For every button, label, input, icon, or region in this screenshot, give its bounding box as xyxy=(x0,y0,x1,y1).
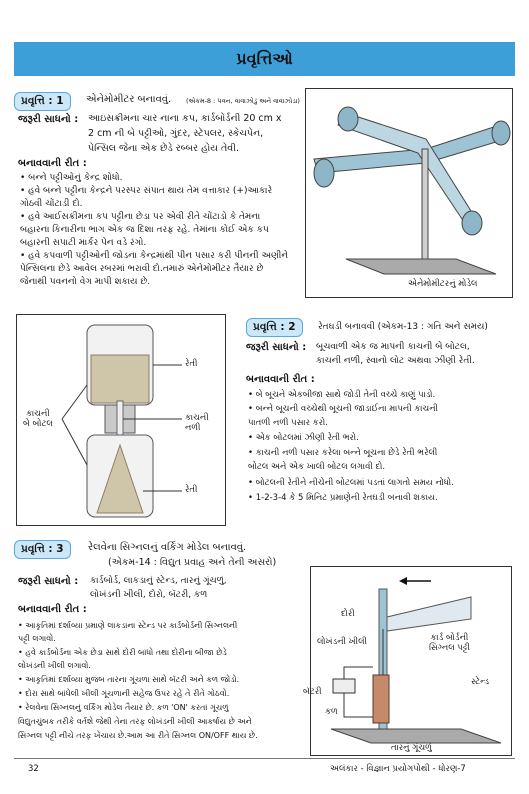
activity1-materials-1: આઇસક્રીમના ચાર નાના કપ, કાર્ડબોર્ડની 20 cm x xyxy=(88,113,282,124)
activity2-method-label: બનાવવાની રીત : xyxy=(246,374,315,385)
label-coil: તારનું ગૂંચળું xyxy=(391,743,432,753)
activity1-subtitle: (એકમ-8 : પવન, વાવાઝોડું અને વાવાઝોડા) xyxy=(186,97,300,105)
activity1-step: • બન્ને પટ્ટીઓનું કેન્દ્ર શોધો. xyxy=(20,173,123,183)
activity1-step: જેનાથી પવનનો વેગ માપી શકાય છે. xyxy=(20,277,151,287)
activity3-step: લોખંડની ખીલી લગાવો. xyxy=(18,661,91,670)
activity1-materials-3: પેન્સિલ જેના એક છેડે રબ્બર હોય તેવી. xyxy=(88,143,239,154)
book-title: અલંકાર - વિજ્ઞાન પ્રયોગપોથી - ધોરણ-7 xyxy=(330,764,466,774)
activity2-badge: પ્રવૃત્તિ : 2 xyxy=(246,318,303,337)
activity3-step: • દોરા સાથે બાંધેલી ખીલી ગૂંચળાની સહેજ ઉપર રહે તે રીતે ગોઠવો. xyxy=(18,689,230,698)
anemometer-illustration xyxy=(306,89,512,297)
activity2-materials-label: જરૂરી સાધનો : xyxy=(246,342,307,353)
activity3-materials-label: જરૂરી સાધનો : xyxy=(18,576,79,587)
activity2-step: • 1-2-3-4 કે 5 મિનિટ પ્રમાણેની રેતઘડી બનાવી શકાય. xyxy=(248,493,438,503)
activity1-step: • હવે બન્ને પટ્ટીના કેન્દ્રને પરસ્પર સંપાત થાય તેમ વત્તાકાર (+)આકારે xyxy=(20,186,273,196)
label-stand: સ્ટેન્ડ xyxy=(471,677,490,687)
activity3-badge: પ્રવૃત્તિ : 3 xyxy=(14,540,71,559)
activity3-materials-2: લોખંડની ખીલી, દોરો, બૅટરી, કળ xyxy=(90,590,208,600)
footer-rule xyxy=(14,758,515,759)
activity2-materials-2: કાચની નળી, સ્વાનો લોટ અથવા ઝીણી રેતી. xyxy=(316,356,475,366)
activity3-step: • રેલવેના સિગ્નલનું વર્કિંગ મોડેલ તૈયાર છે. કળ 'ON' કરતાં ગૂંચળું xyxy=(18,703,229,712)
activity1-step: પેન્સિલના છેડે આવેલ રબરમાં ભરાવી દો.તમારું એનેમોમીટર તૈયાર છે xyxy=(20,264,264,274)
activity3-step: • આકૃતિમાં દર્શાવ્યા પ્રમાણે લાકડાના સ્ટેન્ડ પર કાર્ડબોર્ડની સિગ્નલની xyxy=(18,621,238,630)
activity1-step: બહારના કિનારીના ભાગ એક જ દિશા તરફ રહે. તેમાંના કોઈ એક કપ xyxy=(20,225,269,235)
anemometer-caption: એનેમોમીટરનું મોડેલ xyxy=(408,279,478,289)
activity2-step: પાતળી નળી પસાર કરો. xyxy=(248,418,328,428)
label-key: કળ xyxy=(325,707,338,717)
activity3-materials-1: કાર્ડબોર્ડ, લાકડાનું સ્ટેન્ડ, તારનું ગૂંચળું, xyxy=(90,576,227,586)
activity1-materials-label: જરૂરી સાધનો : xyxy=(18,114,79,125)
activity1-step: • હવે કપવાળી પટ્ટીઓની જોડના કેન્દ્રમાંથી પીન પસાર કરી પીનની અણીને xyxy=(20,251,289,261)
activity3-step: સિગ્નલ પટ્ટી નીચે તરફ ખેંચાય છે.આમ આ રીતે સિગ્નલ ON/OFF થાય છે. xyxy=(18,731,258,740)
anemometer-figure xyxy=(305,88,513,298)
activity1-materials-2: 2 cm ની બે પટ્ટીઓ, ગુંદર, સ્ટેપલર, સ્કેચપેન, xyxy=(88,128,264,139)
label-string: દોરી xyxy=(341,609,355,619)
label-sand-top: રેતી xyxy=(185,359,198,369)
sand-clock-figure xyxy=(16,314,226,526)
page-title: પ્રવૃત્તિઓ xyxy=(236,49,293,68)
activity3-step: • હવે કાર્ડબોર્ડના એક છેડા સાથે દોરી બાંધો તથા દોરીના બીજા છેડે xyxy=(18,648,227,657)
activity1-method-label: બનાવવાની રીત : xyxy=(18,158,87,169)
activity2-step: • બોટલની રેતીને નીચેની બોટલમાં પડતાં લાગતો સમય નોંધો. xyxy=(248,478,454,488)
label-card-signal: કાર્ડ બોર્ડની સિગ્નલ પટ્ટી xyxy=(429,633,470,653)
activity3-method-label: બનાવવાની રીત : xyxy=(18,604,87,615)
activity2-step: • કાચની નળી પસાર કરેલા બન્ને બૂચના છેડે રેતી ભરેલી xyxy=(248,448,438,458)
activity3-subtitle: (એકમ-14 : વિદ્યુત પ્રવાહ અને તેની અસરો) xyxy=(108,557,277,568)
activity2-materials-1: બૂચવાળી એક જ માપની કાચની બે બોટલ, xyxy=(316,342,470,352)
activity2-title: રેતઘડી બનાવવી (એકમ-13 : ગતિ અને સમય) xyxy=(318,322,488,332)
label-iron-nail: લોખંડની ખીલી xyxy=(317,637,367,647)
activity1-step: • હવે આઈસક્રીમના કપ પટ્ટીના છેડા પર એવી રીતે ચોંટાડો કે તેમના xyxy=(20,212,261,222)
activity3-title: રેલવેના સિગ્નલનું વર્કિંગ મોડેલ બનાવવું. xyxy=(88,542,247,553)
label-two-bottles: કાચની બે બોટલ xyxy=(23,409,53,429)
activity1-step: બહારની સપાટી માર્કર પેન વડે રંગો. xyxy=(20,238,147,248)
activity3-step: પટ્ટી લગાવો. xyxy=(18,634,56,643)
label-battery: બૅટરી xyxy=(303,687,322,697)
activity1-step: ગોઠવી ચોંટાડી દો. xyxy=(20,199,83,209)
railway-signal-figure xyxy=(303,566,512,756)
label-sand-bottom: રેતી xyxy=(185,485,198,495)
activity1-title: એનેમોમીટર બનાવવું. xyxy=(86,94,172,105)
activity2-step: બોટલ અને એક ખાલી બોટલ લગાવી દો. xyxy=(248,462,386,472)
activity2-step: • બન્ને બૂચની વચ્ચેથી બૂચની જાડાઈના માપની કાચની xyxy=(248,404,438,414)
activity3-step: વિદ્યુતચુંબક તરીકે વર્તશે જેથી તેના તરફ લોખંડની ખીલી આકર્ષાય છે અને xyxy=(18,717,252,726)
header-bar xyxy=(14,42,515,76)
activity1-badge: પ્રવૃત્તિ : 1 xyxy=(14,92,71,111)
activity3-step: • આકૃતિમાં દર્શાવ્યા મુજબ તારના ગૂંચળા સાથે બૅટરી અને કળ જોડો. xyxy=(18,675,240,684)
activity2-step: • બે બૂચને એકબીજા સાથે જોડી તેની વચ્ચે કાણું પાડો. xyxy=(248,390,436,400)
label-glass-tube: કાચની નળી xyxy=(185,413,209,433)
railway-signal-illustration xyxy=(311,567,511,755)
page-number: 32 xyxy=(28,764,39,774)
activity2-step: • એક બોટલમાં ઝીણી રેતી ભરો. xyxy=(248,433,359,443)
